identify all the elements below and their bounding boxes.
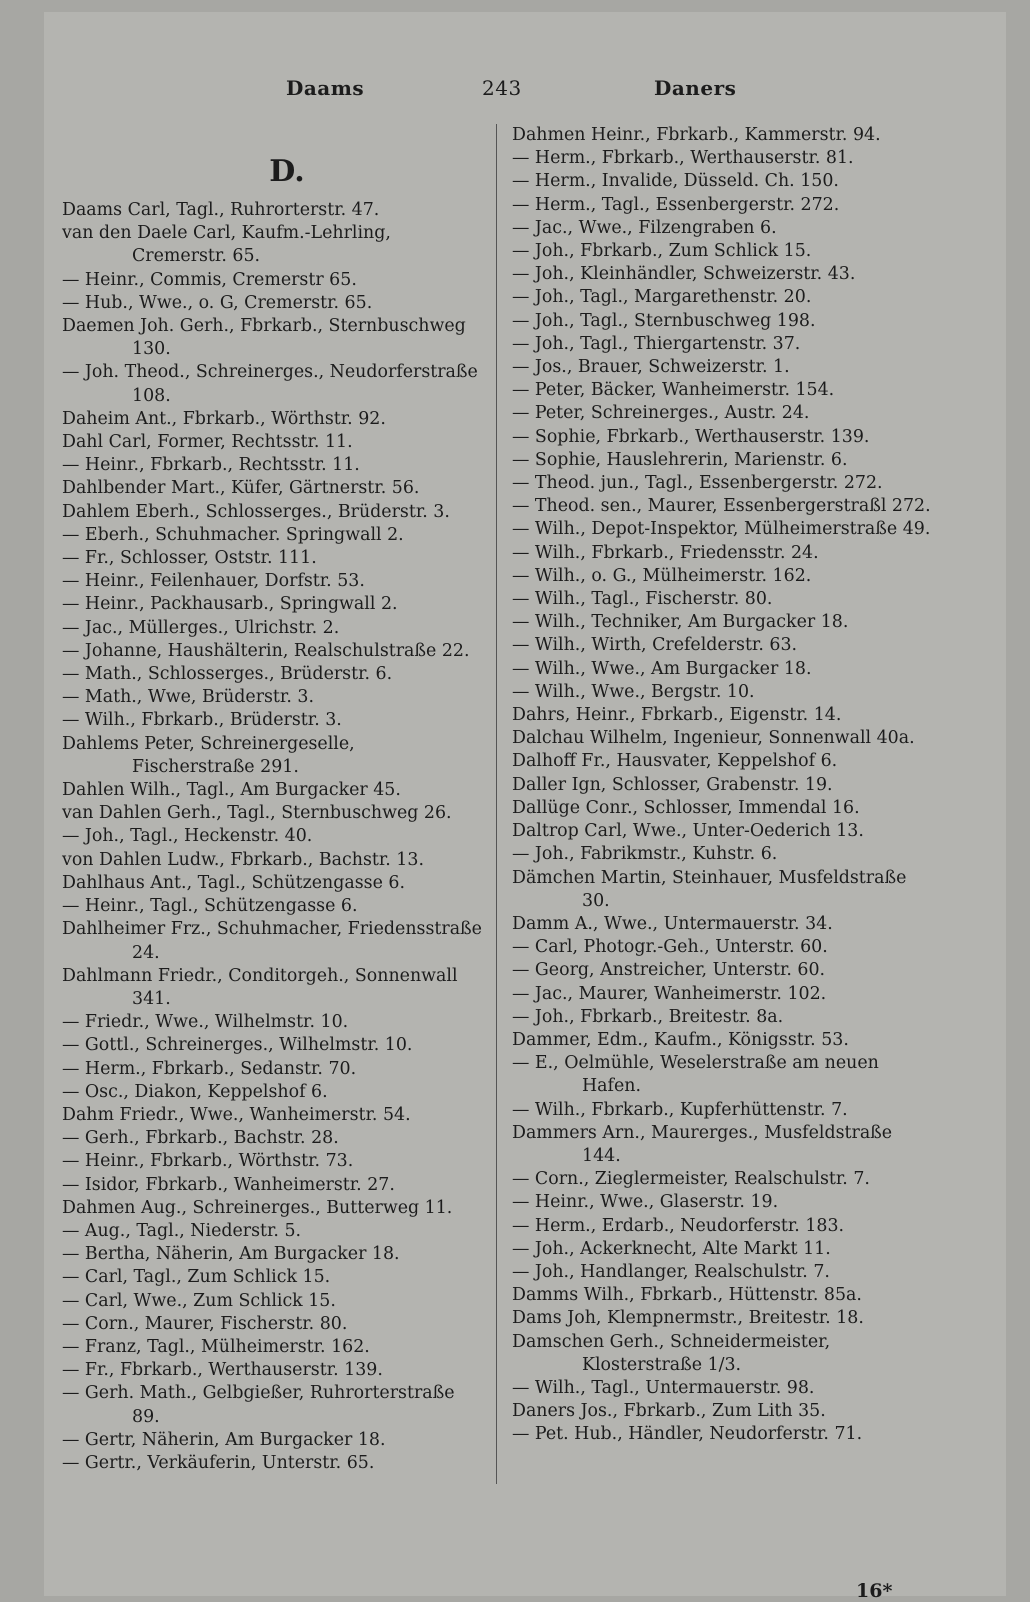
directory-entry: — E., Oelmühle, Weselerstraße am neuen Hafen.	[512, 1053, 879, 1097]
page-header	[44, 76, 1006, 106]
directory-entry: Dahlheimer Frz., Schuhmacher, Friedensstraße 24.	[62, 919, 482, 963]
directory-entry: — Wilh., Wirth, Crefelderstr. 63.	[512, 635, 798, 656]
directory-entry: Damms Wilh., Fbrkarb., Hüttenstr. 85a.	[512, 1285, 862, 1306]
directory-entry: — Jac., Wwe., Filzengraben 6.	[512, 217, 777, 238]
directory-entry: — Herm., Erdarb., Neudorferstr. 183.	[512, 1215, 845, 1236]
directory-entry: Dahmen Heinr., Fbrkarb., Kammerstr. 94.	[512, 125, 881, 145]
page-number: 243	[482, 76, 522, 100]
directory-entry: — Joh., Fbrkarb., Zum Schlick 15.	[512, 241, 812, 262]
directory-entry: — Wilh., Techniker, Am Burgacker 18.	[512, 612, 849, 633]
directory-entry: — Herm., Fbrkarb., Werthauserstr. 81.	[512, 148, 854, 169]
directory-entry: — Joh., Fbrkarb., Breitestr. 8a.	[512, 1006, 784, 1027]
directory-entry: — Gerh., Fbrkarb., Bachstr. 28.	[62, 1128, 339, 1149]
directory-entry: — Friedr., Wwe., Wilhelmstr. 10.	[62, 1012, 349, 1033]
directory-entry: van Dahlen Gerh., Tagl., Sternbuschweg 26.	[62, 803, 452, 824]
directory-entry: Daltrop Carl, Wwe., Unter-Oederich 13.	[512, 821, 864, 842]
directory-entry: Daners Jos., Fbrkarb., Zum Lith 35.	[512, 1401, 826, 1422]
directory-entry: — Eberh., Schuhmacher. Springwall 2.	[62, 524, 404, 545]
directory-entry: — Math., Schlosserges., Brüderstr. 6.	[62, 664, 393, 685]
directory-entry: — Joh., Tagl., Thiergartenstr. 37.	[512, 333, 801, 354]
directory-entry: — Joh., Handlanger, Realschulstr. 7.	[512, 1261, 830, 1282]
directory-entry: Dahrs, Heinr., Fbrkarb., Eigenstr. 14.	[512, 705, 842, 726]
directory-entry: Dammer, Edm., Kaufm., Königsstr. 53.	[512, 1029, 849, 1050]
directory-entry: — Herm., Fbrkarb., Sedanstr. 70.	[62, 1058, 357, 1079]
directory-entry: — Joh., Fabrikmstr., Kuhstr. 6.	[512, 844, 778, 865]
directory-entry: — Wilh., o. G., Mülheimerstr. 162.	[512, 565, 812, 586]
directory-entry: Dammers Arn., Maurerges., Musfeldstraße 144.	[512, 1122, 893, 1166]
left-column	[62, 124, 482, 1475]
directory-entry: — Theod. jun., Tagl., Essenbergerstr. 272.	[512, 473, 883, 494]
right-column	[512, 124, 932, 1447]
directory-entry: — Heinr., Commis, Cremerstr 65.	[62, 269, 357, 290]
directory-entry: — Jos., Brauer, Schweizerstr. 1.	[512, 357, 790, 378]
directory-entry: — Wilh., Wwe., Bergstr. 10.	[512, 681, 755, 702]
directory-entry: Dahmen Aug., Schreinerges., Butterweg 11.	[62, 1197, 453, 1218]
directory-entry: — Heinr., Fbrkarb., Wörthstr. 73.	[62, 1151, 354, 1172]
directory-entry: — Fr., Fbrkarb., Werthauserstr. 139.	[62, 1360, 383, 1381]
directory-entry: — Bertha, Näherin, Am Burgacker 18.	[62, 1244, 400, 1265]
directory-entry: — Herm., Tagl., Essenbergerstr. 272.	[512, 194, 840, 215]
directory-entry: Dahlem Eberh., Schlosserges., Brüderstr. 3.	[62, 501, 450, 522]
directory-entry: — Heinr., Tagl., Schützengasse 6.	[62, 896, 358, 917]
directory-entry: — Peter, Bäcker, Wanheimerstr. 154.	[512, 380, 835, 401]
directory-entry: Daller Ign, Schlosser, Grabenstr. 19.	[512, 774, 833, 795]
section-letter: D.	[269, 154, 305, 189]
directory-entry: Daams Carl, Tagl., Ruhrorterstr. 47.	[62, 200, 380, 220]
directory-entry: — Joh., Ackerknecht, Alte Markt 11.	[512, 1238, 831, 1259]
directory-entry: — Jac., Müllerges., Ulrichstr. 2.	[62, 617, 340, 638]
directory-entry: Damschen Gerh., Schneidermeister, Klosterstraße 1/3.	[512, 1331, 831, 1375]
directory-entry: — Wilh., Depot-Inspektor, Mülheimerstraße 49.	[512, 519, 931, 540]
directory-entry: — Math., Wwe, Brüderstr. 3.	[62, 687, 314, 708]
signature-mark: 16*	[856, 1580, 893, 1602]
directory-entry: van den Daele Carl, Kaufm.-Lehrling, Cremerstr. 65.	[62, 223, 391, 267]
directory-entry: — Joh. Theod., Schreinerges., Neudorferstraße 108.	[62, 362, 478, 406]
header-right-catchword: Daners	[654, 76, 737, 100]
directory-entry: — Hub., Wwe., o. G, Cremerstr. 65.	[62, 292, 373, 313]
directory-entry: Dalhoff Fr., Hausvater, Keppelshof 6.	[512, 751, 838, 772]
directory-entry: — Peter, Schreinerges., Austr. 24.	[512, 403, 810, 424]
directory-entry: Dallüge Conr., Schlosser, Immendal 16.	[512, 797, 860, 818]
directory-entry: Damm A., Wwe., Untermauerstr. 34.	[512, 913, 833, 934]
directory-entry: Dalchau Wilhelm, Ingenieur, Sonnenwall 40a.	[512, 728, 915, 749]
directory-entry: — Joh., Kleinhändler, Schweizerstr. 43.	[512, 264, 856, 285]
directory-entry: — Corn., Maurer, Fischerstr. 80.	[62, 1313, 348, 1334]
directory-entry: — Heinr., Fbrkarb., Rechtsstr. 11.	[62, 455, 360, 476]
directory-entry: Dahlhaus Ant., Tagl., Schützengasse 6.	[62, 872, 405, 893]
right-entry-list	[512, 124, 932, 1447]
directory-entry: — Franz, Tagl., Mülheimerstr. 162.	[62, 1336, 370, 1357]
directory-entry: — Herm., Invalide, Düsseld. Ch. 150.	[512, 171, 839, 192]
directory-entry: — Wilh., Fbrkarb., Friedensstr. 24.	[512, 542, 819, 563]
directory-entry: — Gertr., Verkäuferin, Unterstr. 65.	[62, 1452, 375, 1473]
directory-entry: — Carl, Wwe., Zum Schlick 15.	[62, 1290, 336, 1311]
left-entry-list	[62, 199, 482, 1475]
directory-entry: — Gertr, Näherin, Am Burgacker 18.	[62, 1429, 386, 1450]
directory-entry: von Dahlen Ludw., Fbrkarb., Bachstr. 13.	[62, 849, 424, 870]
directory-entry: Dahl Carl, Former, Rechtsstr. 11.	[62, 432, 353, 453]
directory-entry: — Corn., Zieglermeister, Realschulstr. 7.	[512, 1169, 870, 1190]
directory-entry: — Sophie, Fbrkarb., Werthauserstr. 139.	[512, 426, 870, 447]
directory-entry: Dams Joh, Klempnermstr., Breitestr. 18.	[512, 1308, 864, 1329]
directory-entry: — Heinr., Packhausarb., Springwall 2.	[62, 594, 398, 615]
directory-entry: — Wilh., Wwe., Am Burgacker 18.	[512, 658, 812, 679]
directory-entry: Dahm Friedr., Wwe., Wanheimerstr. 54.	[62, 1104, 411, 1125]
directory-entry: — Jac., Maurer, Wanheimerstr. 102.	[512, 983, 827, 1004]
directory-entry: — Johanne, Haushälterin, Realschulstraße 22.	[62, 640, 470, 661]
directory-entry: — Sophie, Hauslehrerin, Marienstr. 6.	[512, 449, 848, 470]
directory-entry: Dämchen Martin, Steinhauer, Musfeldstraße 30.	[512, 867, 907, 911]
directory-entry: Dahlbender Mart., Küfer, Gärtnerstr. 56.	[62, 478, 420, 499]
directory-entry: Daemen Joh. Gerh., Fbrkarb., Sternbuschweg 130.	[62, 316, 466, 360]
directory-entry: — Gottl., Schreinerges., Wilhelmstr. 10.	[62, 1035, 413, 1056]
directory-entry: Dahlems Peter, Schreinergeselle, Fischerstraße 291.	[62, 733, 355, 777]
directory-entry: — Joh., Tagl., Margarethenstr. 20.	[512, 287, 812, 308]
directory-entry: Dahlen Wilh., Tagl., Am Burgacker 45.	[62, 780, 401, 801]
directory-entry: — Georg, Anstreicher, Unterstr. 60.	[512, 960, 826, 981]
directory-entry: — Osc., Diakon, Keppelshof 6.	[62, 1081, 328, 1102]
directory-entry: — Wilh., Tagl., Untermauerstr. 98.	[512, 1377, 815, 1398]
directory-entry: — Heinr., Wwe., Glaserstr. 19.	[512, 1192, 779, 1213]
directory-entry: — Joh., Tagl., Sternbuschweg 198.	[512, 310, 816, 331]
directory-entry: — Wilh., Fbrkarb., Kupferhüttenstr. 7.	[512, 1099, 848, 1120]
directory-entry: — Heinr., Feilenhauer, Dorfstr. 53.	[62, 571, 365, 592]
directory-entry: — Carl, Photogr.-Geh., Unterstr. 60.	[512, 937, 828, 958]
directory-page	[44, 12, 1006, 1602]
directory-entry: Dahlmann Friedr., Conditorgeh., Sonnenwall 341.	[62, 965, 458, 1009]
directory-entry: — Fr., Schlosser, Oststr. 111.	[62, 548, 317, 569]
directory-entry: — Gerh. Math., Gelbgießer, Ruhrorterstraße 89.	[62, 1383, 455, 1427]
directory-entry: — Joh., Tagl., Heckenstr. 40.	[62, 826, 313, 847]
directory-entry: — Isidor, Fbrkarb., Wanheimerstr. 27.	[62, 1174, 395, 1195]
column-divider	[496, 124, 497, 1484]
header-left-catchword: Daams	[286, 76, 365, 100]
directory-entry: — Wilh., Fbrkarb., Brüderstr. 3.	[62, 710, 342, 731]
directory-entry: — Theod. sen., Maurer, Essenbergerstraßl 272.	[512, 496, 931, 517]
directory-entry: — Wilh., Tagl., Fischerstr. 80.	[512, 589, 773, 610]
directory-entry: — Pet. Hub., Händler, Neudorferstr. 71.	[512, 1424, 863, 1445]
directory-entry: — Aug., Tagl., Niederstr. 5.	[62, 1220, 302, 1241]
directory-entry: Daheim Ant., Fbrkarb., Wörthstr. 92.	[62, 408, 386, 429]
directory-entry: — Carl, Tagl., Zum Schlick 15.	[62, 1267, 331, 1288]
